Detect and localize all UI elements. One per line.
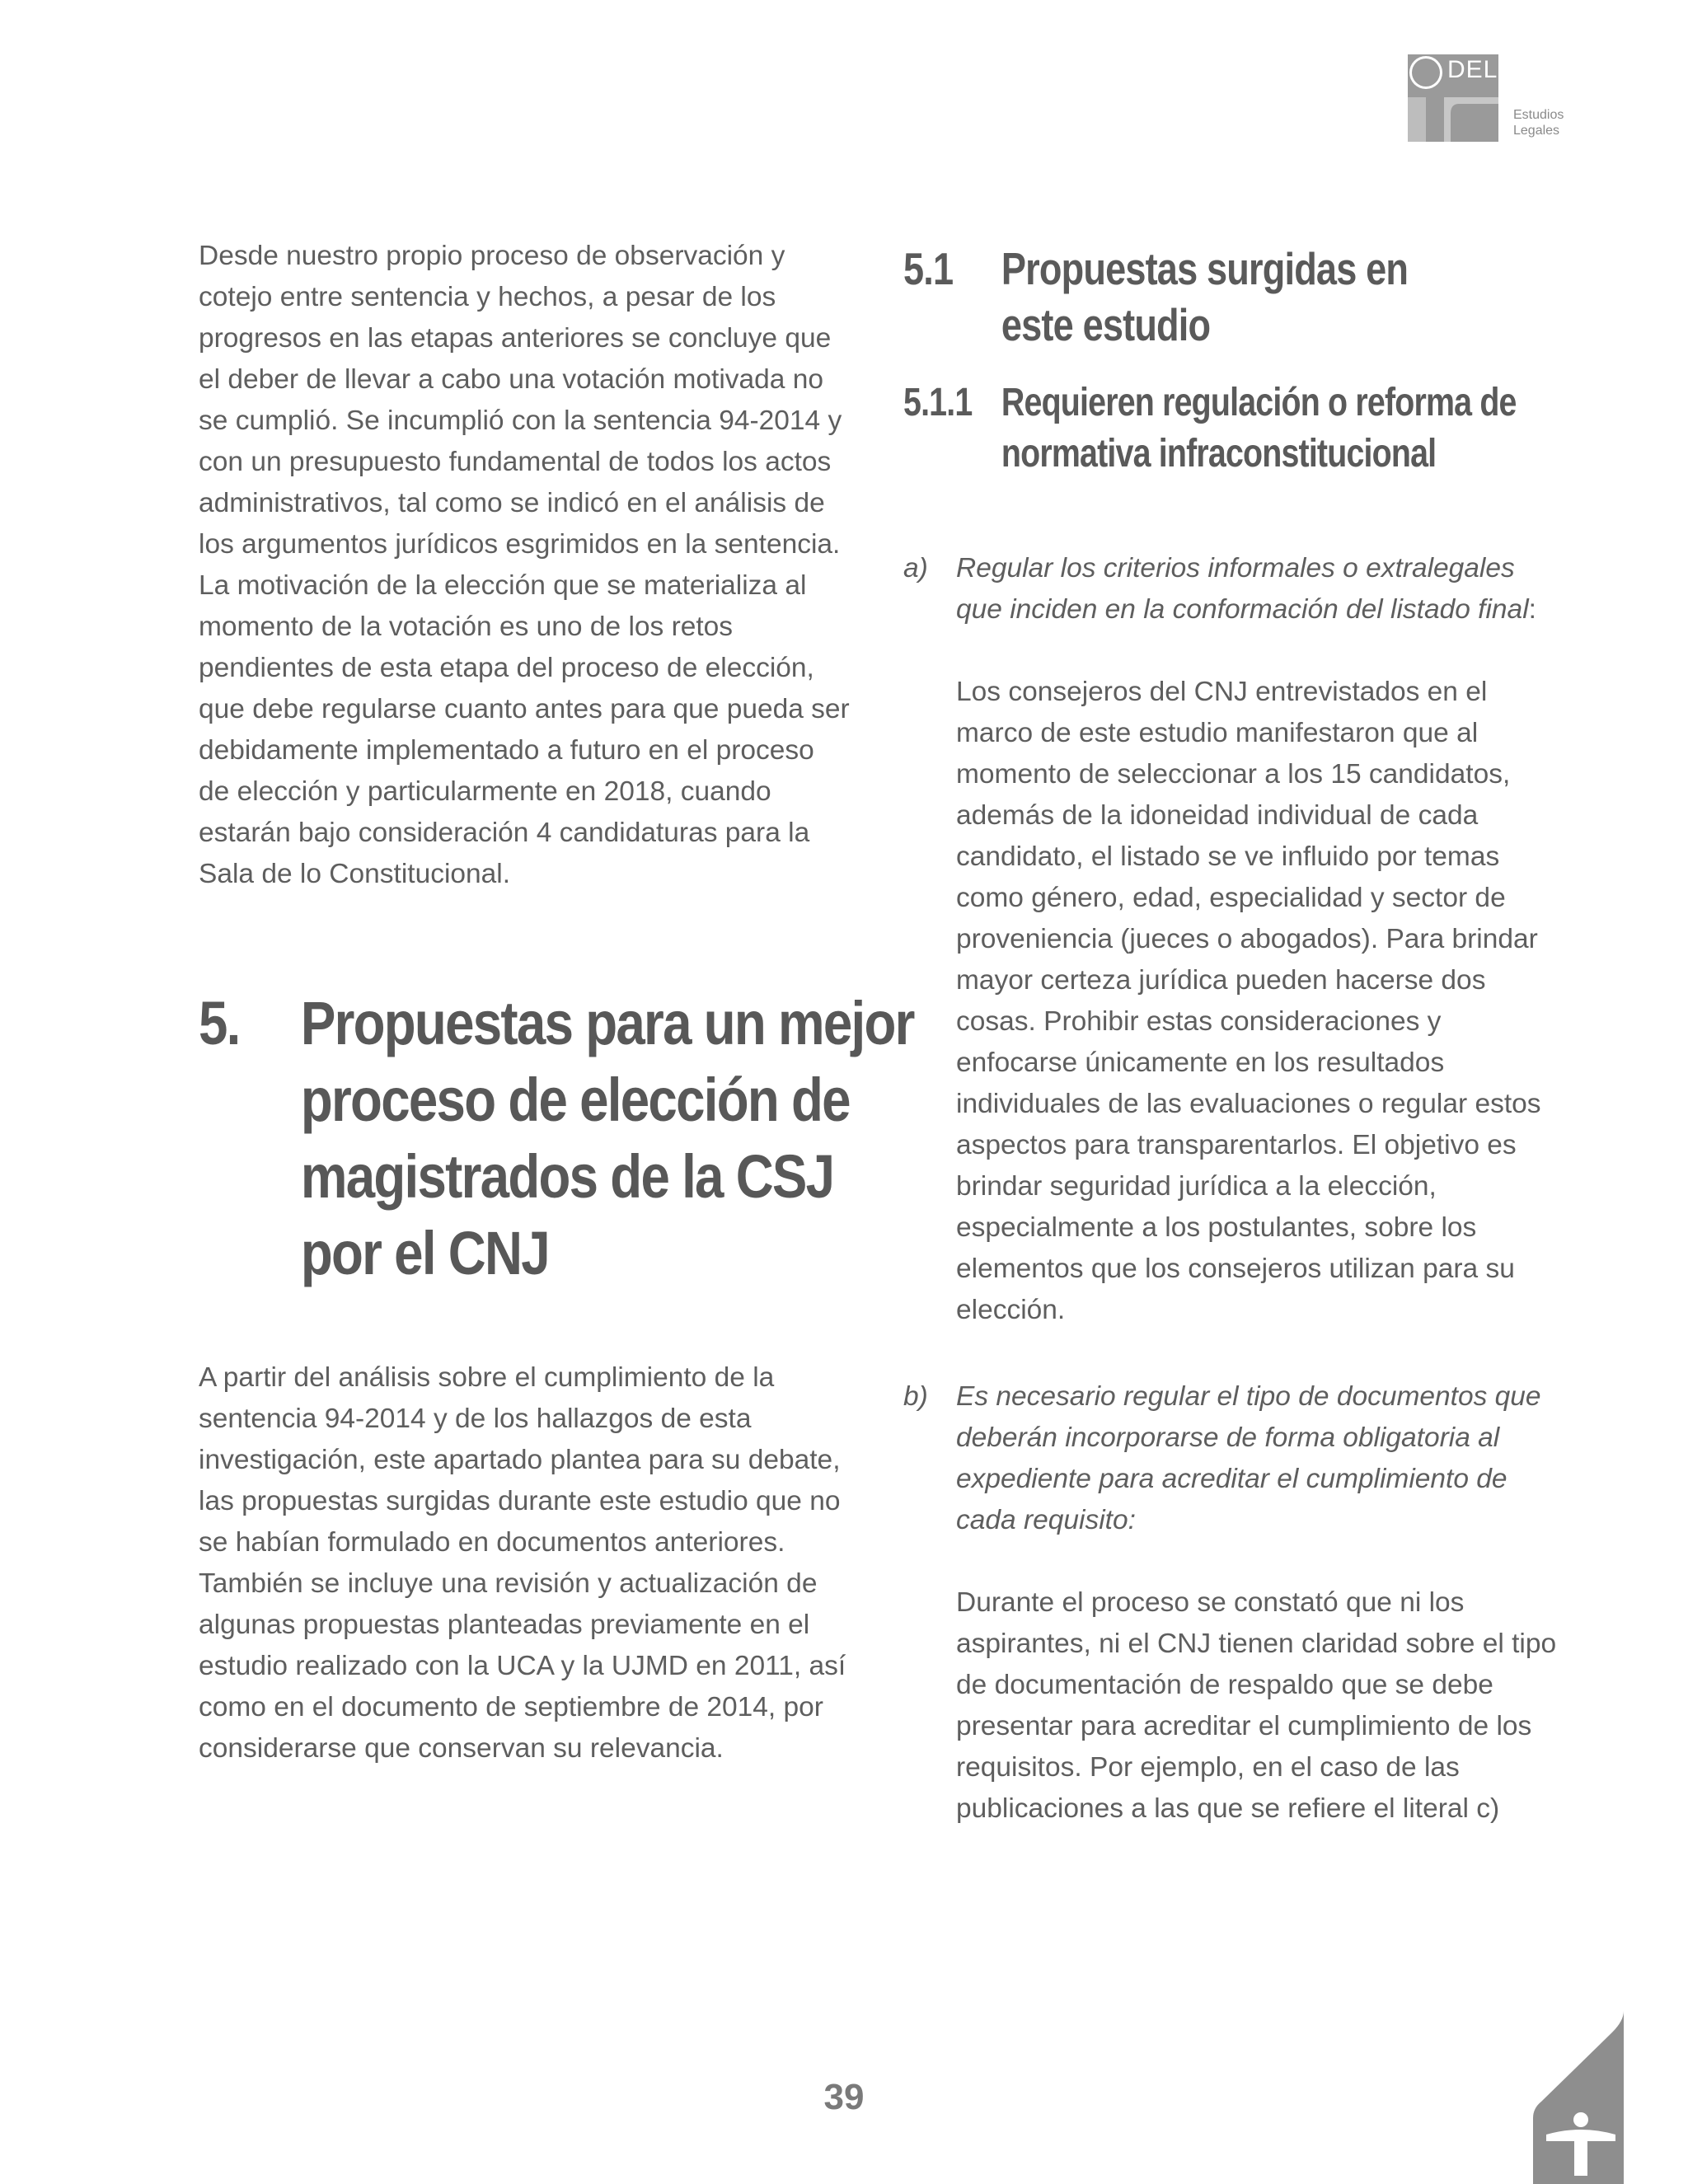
page-number: 39 (823, 2077, 865, 2117)
subsection-number: 5.1 (903, 243, 954, 294)
logo-text: DEL (1447, 56, 1498, 83)
intro-paragraph: Desde nuestro propio proceso de observación y cotejo entre sentencia y hechos, a pesar de los progresos en las etapas anteriores se concluye que el deber de llevar a cabo una votación motivada no se cumplió. Se incumplió con la sentencia 94-2014 y con un presupuesto fundamental de todos los actos administrativos, tal como se indicó en el análisis de los argumentos jurídicos esgrimidos en la sentencia. La motivación de la elección que se materializa al momento de la votación es uno de los retos pendientes de esta etapa del proceso de elección, que debe regularse cuanto antes para que pueda ser debidamente implementado a futuro en el proceso de elección y particularmente en 2018, cuando estarán bajo consideración 4 candidaturas para la Sala de lo Constitucional. (199, 241, 850, 889)
list-item-lead: Es necesario regular el tipo de documentos que deberán incorporarse de forma obligatoria al expediente para acreditar el cumplimiento de cada requisito: (956, 1381, 1541, 1535)
section-title: Propuestas para un mejor proceso de elección de magistrados de la CSJ por el CNJ (300, 989, 914, 1287)
list-item-paragraph: Durante el proceso se constató que ni los aspirantes, ni el CNJ tienen claridad sobre el tipo de documentación de respaldo que se debe presentar para acreditar el cumplimiento de los requisitos. Por ejemplo, en el caso de las publicaciones a las que se refiere el literal c) (956, 1587, 1557, 1824)
section-paragraph: A partir del análisis sobre el cumplimiento de la sentencia 94-2014 y de los hallazgos de esta investigación, este apartado plantea para su debate, las propuestas surgidas durante este estudio que no se habían formulado en documentos anteriores. También se incluye una revisión y actualización de algunas propuestas planteadas previamente en el estudio realizado con la UCA y la UJMD en 2011, así como en el documento de septiembre de 2014, por considerarse que conservan su relevancia. (199, 1362, 846, 1764)
subsubsection-number: 5.1.1 (903, 381, 973, 424)
list-item-marker: b) (903, 1381, 928, 1412)
list-item-lead: Regular los criterios informales o extralegales que inciden en la conformación del listado final: (956, 553, 1536, 625)
subsection-title: Propuestas surgidas en este estudio (1001, 243, 1409, 350)
subsubsection-title: Requieren regulación o reforma de normativa infraconstitucional (1001, 381, 1517, 476)
logo-subtitle: Estudios Legales (1513, 108, 1564, 138)
list-item-marker: a) (903, 553, 928, 583)
list-item-paragraph: Los consejeros del CNJ entrevistados en el marco de este estudio manifestaron que al momento de seleccionar a los 15 candidatos, además de la idoneidad individual de cada candidato, el listado se ve influido por temas como género, edad, especialidad y sector de proveniencia (jueces o abogados). Para brindar mayor certeza jurídica pueden hacerse dos cosas. Prohibir estas consideraciones y enfocarse únicamente en los resultados individuales de las evaluaciones o regular estos aspectos para transparentarlos. El objetivo es brindar seguridad jurídica a la elección, especialmente a los postulantes, sobre los elementos que los consejeros utilizan para su elección. (956, 677, 1541, 1325)
del-logo (1408, 54, 1581, 145)
left-column (199, 236, 858, 895)
section-number: 5. (199, 989, 240, 1057)
corner-logo-icon (1533, 2011, 1688, 2184)
